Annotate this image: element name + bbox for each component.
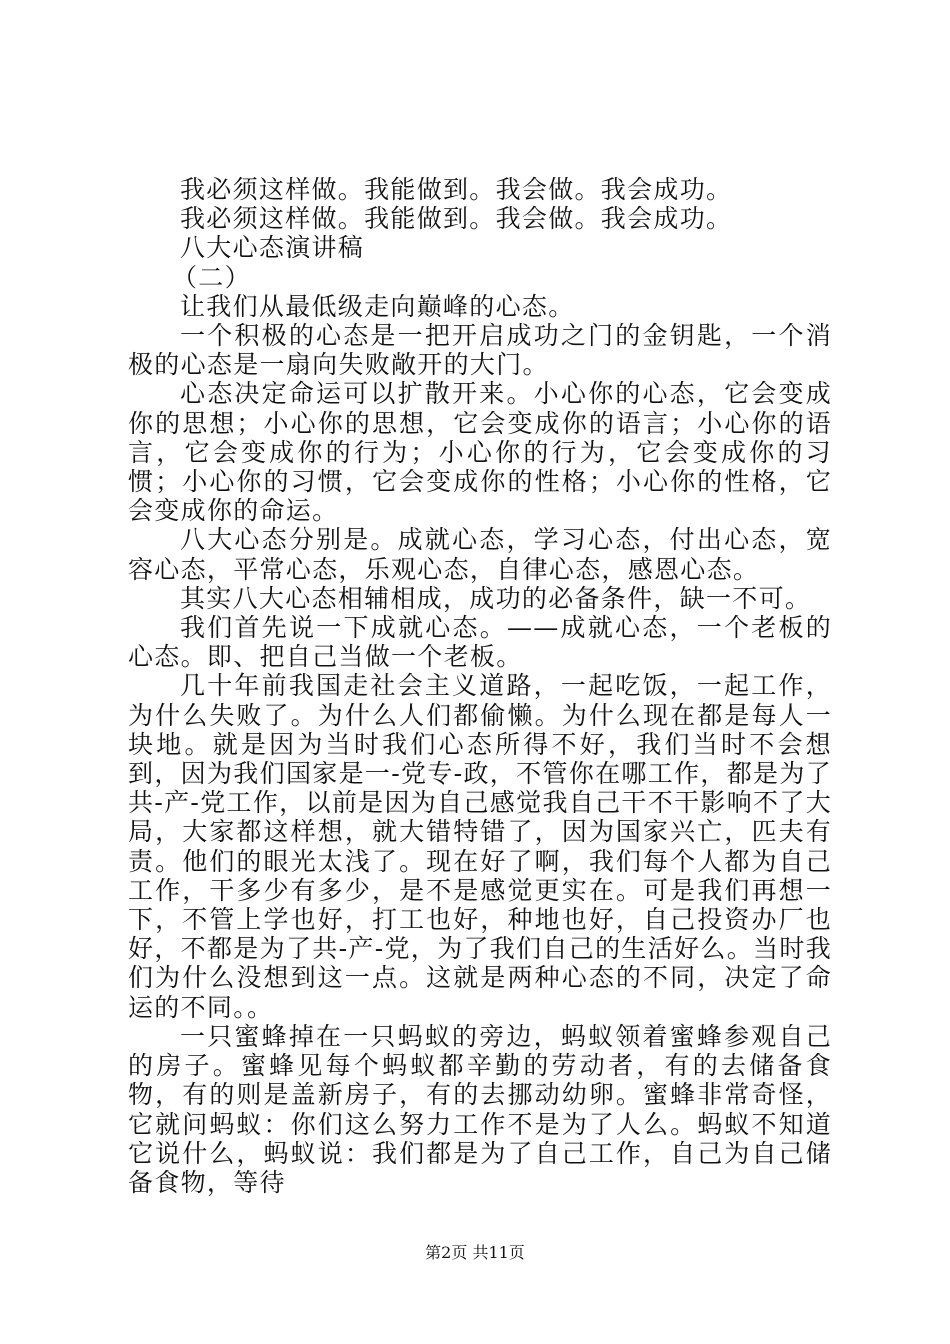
paragraph: 几十年前我国走社会主义道路，一起吃饭，一起工作，为什么失败了。为什么人们都偷懒。为什么现在都是每人一块地。就是因为当时我们心态所得不好，我们当时不会想到，因为我们国家是一-党专-政，不管你在哪工作，都是为了共-产-党工作，以前是因为自己感觉我自己干不干影响不了大局，大家都这样想，就大错特错了，因为国家兴亡，匹夫有责。他们的眼光太浅了。现在好了啊，我们每个人都为自己工作，干多少有多少，是不是感觉更实在。可是我们再想一下，不管上学也好，打工也好，种地也好，自己投资办厂也好，不都是为了共-产-党，为了我们自己的生活好么。当时我们为什么没想到这一点。这就是两种心态的不同，决定了命运的不同。。 (128, 671, 832, 1022)
paragraph: 一个积极的心态是一把开启成功之门的金钥匙，一个消极的心态是一扇向失败敞开的大门。 (128, 321, 832, 380)
paragraph: 我必须这样做。我能做到。我会做。我会成功。 (180, 204, 733, 234)
paragraph: 我必须这样做。我能做到。我会做。我会成功。 (180, 175, 733, 204)
paragraph: 心态决定命运可以扩散开来。小心你的心态，它会变成你的思想；小心你的思想，它会变成你的语言；小心你的语言，它会变成你的行为；小心你的行为，它会变成你的习惯；小心你的习惯，它会变成你的性格；小心你的性格，它会变成你的命运。 (128, 379, 832, 526)
section-title: 八大心态演讲稿 (180, 233, 365, 263)
paragraph: 八大心态分别是。成就心态，学习心态，付出心态，宽容心态，平常心态，乐观心态，自律心态，感恩心态。 (128, 525, 832, 584)
document-body (128, 175, 832, 1197)
section-subtitle: （二） (172, 262, 251, 292)
paragraph: 让我们从最低级走向巅峰的心态。 (180, 291, 575, 321)
paragraph: 我们首先说一下成就心态。——成就心态，一个老板的心态。即、把自己当做一个老板。 (128, 613, 832, 672)
paragraph: 一只蜜蜂掉在一只蚂蚁的旁边，蚂蚁领着蜜蜂参观自己的房子。蜜蜂见每个蚂蚁都辛勤的劳动者，有的去储备食物，有的则是盖新房子，有的去挪动幼卵。蜜蜂非常奇怪，它就问蚂蚁：你们这么努力工作不是为了人么。蚂蚁不知道它说什么，蚂蚁说：我们都是为了自己工作，自己为自己储备食物，等待 (128, 1021, 832, 1197)
paragraph: 其实八大心态相辅相成，成功的必备条件，缺一不可。 (180, 583, 812, 613)
page-number-footer: 第2页 共11页 (425, 1243, 525, 1262)
